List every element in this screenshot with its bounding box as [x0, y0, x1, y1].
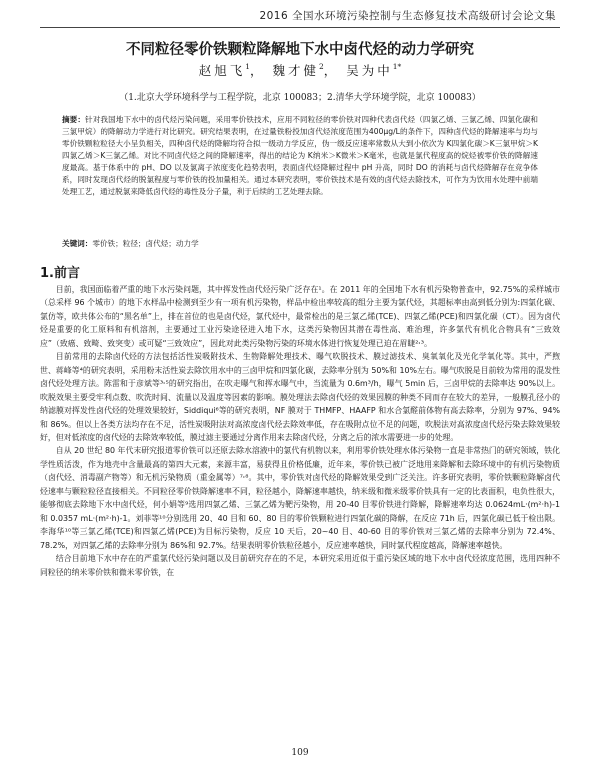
affiliations: （1.北京大学环境科学与工程学院，北京 100083；2.清华大学环境学院，北京 100083） [119, 93, 481, 103]
keywords-text: 零价铁；粒径；卤代烃；动力学 [92, 239, 199, 248]
body-paragraph: 自从 20 世纪 80 年代末研究报道零价铁可以还原去除水溶液中的氯代有机物以来，利用零价铁处理水体污染物一直是非常热门的研究领域，铁化学性质活泼，作为地壳中含量最高的第四大元素，来源丰富，易获得且价格低廉，近年来，零价铁已被广泛地用来降解和去除环境中的有机污染物质（卤代烃、消毒副产物等）和无机污染物质（重金属等）⁷˒⁸。其中，零价铁对卤代烃的降解效果受到广泛关注。许多研究表明，零价铁颗粒降解卤代烃速率与颗粒粒径直接相关。不同粒径零价铁降解速率不同，粒径越小，降解速率越快，纳米级和微米级零价铁具有一定的比表面积，电负性很大，能够彻底去除地下水中卤代烃，何小娟等⁹选用四氯乙烯、三氯乙烯为靶污染物，用 20-40 目零价铁进行降解，降解速率均达 0.0624mL·(m²·h)-1 和 0.0357 mL·(m²·h)-1。刘菲等¹⁰分别选用 20、40 目和 60、80 目的零价铁颗粒进行四氯化碳的降解，在反应 71h 后，四氯化碳已低于检出限。李海华¹⁰等三氯乙烯(TCE)和四氯乙烯(PCE)为目标污染物，反应 10 天后，20~40 目、40-60 目的零价铁对三氯乙烯的去除率分别为 72.4%、78.2%，对四氯乙烯的去除率分别为 86%和 92.7%。结果表明零价铁粒径越小，反应速率越快，同时氯代程度越高，降解速率越快。 [40, 446, 560, 550]
keywords [62, 238, 538, 249]
author-line: 赵旭飞$^1$， 魏才健$^2$， 吴为中$^{1*}$ [198, 62, 402, 78]
abstract-label: 摘要： [62, 115, 86, 124]
body-paragraph: 目前常用的去除卤代烃的方法包括活性炭吸附技术、生物降解处理技术、曝气吹脱技术、膜过滤技术、臭氧氧化及光化学氧化等。其中，严煦世、蒋峰等⁴的研究表明，采用粉末活性炭去除饮用水中的三卤甲烷和四氯化碳，去除率分别为 50%和 10%左右。曝气吹脱是目前较为常用的混发性卤代烃处理方法。陈雷和于彦斌等³˒⁵的研究指出，在吹走曝气和挥水曝气中，当流量为 0.6m³/h，曝气 5min 后，三卤甲烷的去除率达 90%以上。吹脱效果主要受牢利点数、吹洗时间、流量以及温度等因素的影响。膜处理法去除卤代烃的效果因膜的种类不同而存在较大的差异，一般膜孔径小的纳滤膜对挥发性卤代烃的处理效果较好，Siddiqui⁶等的研究表明，NF 膜对于 THMFP、HAAFP 和水合氯醛前体物有高去除率，分别为 97%、94%和 86%。但以上各类方法均存在不足，活性炭吸附法对高浓度卤代烃去除效率低，存在吸附点位不足的问题，吹脱法对高浓度卤代烃污染去除效果较好，但对低浓度的卤代烃的去除效率较低，膜过滤主要通过分离作用来去除卤代烃，分离之后的浓水需要进一步的处理。 [40, 352, 560, 442]
section-heading: 1.前言 [40, 266, 80, 281]
header-rule [40, 27, 560, 28]
abstract [62, 114, 538, 198]
author-affiliation-mark: 1* [392, 62, 402, 71]
running-header: 2016 全国水环境污染控制与生态修复技术高级研讨会论文集 [259, 10, 556, 22]
page-number: 109 [291, 748, 309, 758]
keywords-label: 关键词： [62, 239, 93, 248]
author-name: 赵旭飞 [198, 63, 246, 78]
body-paragraph: 结合目前地下水中存在的严重氯代烃污染问题以及目前研究存在的不足，本研究采用近似于重污染区域的地下水中卤代烃浓度范围，选用四种不同粒径的纳米零价铁和微米零价铁，在 [40, 554, 560, 577]
author-name: 魏才健 [272, 63, 319, 78]
author-affiliation-mark: 2 [318, 62, 324, 71]
body-text [40, 283, 560, 579]
paper-title: 不同粒径零价铁颗粒降解地下水中卤代烃的动力学研究 [126, 42, 474, 58]
abstract-text: 针对我国地下水中的卤代烃污染问题，采用零价铁技术，应用不同粒径的零价铁对四种代表卤代烃（四氯乙烯、三氯乙烯、四氯化碳和三氯甲烷）的降解动力学进行对比研究。研究结果表明，在过量铁粉投加卤代烃浓度范围为400μg/L的条件下，四种卤代烃的降解速率与均与零价铁颗粒粒径大小呈负相关，四种卤代烃的降解均符合拟一级动力学反应，伪一级反应速率常数从大到小依次为 K四氯化碳＞K三氯甲烷＞K四氯乙烯＞K三氯乙烯。对比不同卤代烃之间的降解速率，得出的结论为 K纳米＞K微米＞K毫米，也就是氯代程度高的烷烃被零价铁的降解速度最高。基于体系中的 pH、DO 以及氯离子浓度变化趋势表明，表面卤代烃降解过程中 pH 升高，同时 DO 的消耗与卤代烃降解存在竞争体系，同时发现卤代烃的脱氯程度与零价铁的投加量相关。通过本研究表明，零价铁技术是有效的卤代烃去除技术，可作为为饮用水处理中前端处理工艺，通过脱氯来降低卤代烃的毒性及分子量，利于后续的工艺处理去除。 [62, 115, 539, 196]
author-affiliation-mark: 1 [245, 62, 250, 71]
body-paragraph: 目前，我国面临着严重的地下水污染问题，其中挥发性卤代烃污染广泛存在¹。在 2011 年的全国地下水有机污染物普查中，92.75%的采样城市（总采样 96 个城市）的地下水样品中检测到至少有一项有机污染物，样品中检出率较高的组分主要为氯代烃，其超标率由高到低分别为:四氯化碳、氯仿等，欧共体公布的“黑名单”上，排在首位的也是卤代烃，氯代烃中，最常检出的是三氯乙烯(TCE)、四氯乙烯(PCE)和四氯化碳（CT）。因为卤代烃是重要的化工原料和有机溶剂，主要通过工业污染途径进入地下水，这类污染物因其潜在毒性高、难治理，许多氯代有机化合物具有“三致效应”（致癌、致畸、致突变）或可疑“三致效应”，因此对此类污染物污染的环境水体进行恢复处理已迫在眉睫²˒³。 [40, 285, 560, 348]
author-name: 吴为中 [346, 63, 393, 78]
